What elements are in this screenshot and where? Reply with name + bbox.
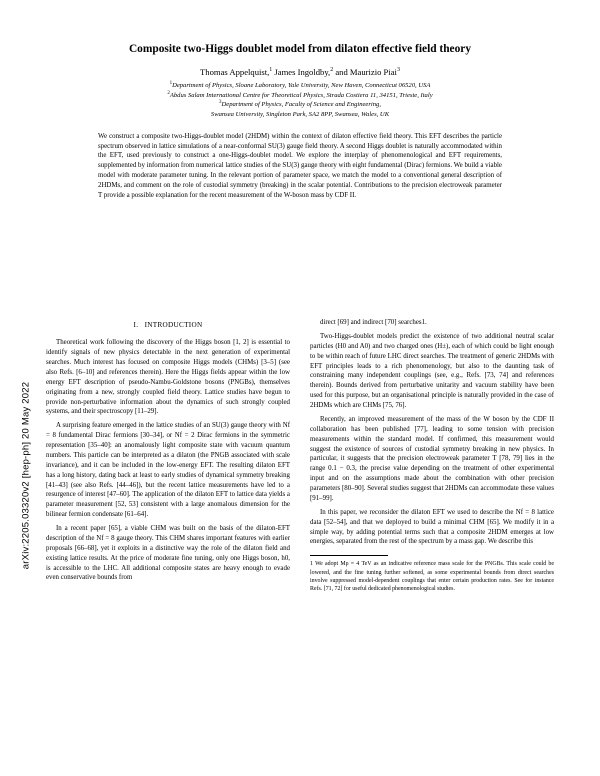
paragraph: direct [69] and indirect [70] searches1.	[320, 319, 427, 326]
section-heading-introduction: I. INTRODUCTION	[133, 321, 203, 329]
affiliation-2: $^2$Abdus Salam International Centre for Theoretical Physics, Strada Costiera 11, 34151, Trieste, Italy	[167, 90, 433, 99]
abstract: We construct a composite two-Higgs-doublet model (2HDM) within the context of dilaton effective field theory. This EFT describes the particle spectrum observed in lattice simulations of a near-conformal SU(3) gauge field theory. A second Higgs doublet is naturally accommodated within the EFT, used previously to construct a one-Higgs-doublet model. We explore the interplay of phenomenological and EFT requirements, supplemented by information from numerical lattice studies of the SU(3) gauge theory with eight fundamental (Dirac) fermions. We build a viable model with moderate parameter tuning. In the relevant portion of parameter space, we match the model to a conventional general description of 2HDMs, and comment on the role of custodial symmetry (breaking) in the scalar potential. Contributions to the precision electroweak parameter T provide a possible explanation for the recent measurement of the W-boson mass by CDF II.	[98, 132, 502, 200]
paragraph: In this paper, we reconsider the dilaton EFT we used to describe the Nf = 8 lattice data [52–54], and that we deployed to build a minimal CHM [65]. We modify it in a simple way, by adding potential terms such that a composite 2HDM emerges at low energies, separated from the rest of the spectrum by a mass gap. We describe this	[310, 508, 554, 546]
paragraph: Recently, an improved measurement of the mass of the W boson by the CDF II collaboration has been published [77], leading to some tension with precision measurements within the standard model. If confirmed, this measurement would suggest the existence of sources of custodial symmetry breaking in new physics. In particular, it suggests that the precision electroweak parameter T [78, 79] lies in the range 0.1 − 0.3, the precise value depending on the treatment of other experimental input and on the assumptions made about the combination with other precision parameters [80–90]. Several studies suggest that 2HDMs can accommodate these values [91–99].	[310, 415, 554, 502]
paragraph: Two-Higgs-doublet models predict the existence of two additional neutral scalar particles (H0 and A0) and two charged ones (H±), each of which could be light enough to be within reach of future LHC direct searches. The treatment of generic 2HDMs with EFT principles leads to a rich phenomenology, but also to the daunting task of constraining many independent couplings (see, e.g., Refs. [73, 74] and references therein). Bounds derived from perturbative unitarity and vacuum stability have been used for this purpose, but an organisational principle is naturally provided in the case of 2HDMs which are CHMs [75, 76].	[310, 332, 554, 409]
paragraph: A surprising feature emerged in the lattice studies of an SU(3) gauge theory with Nf = 8 fundamental Dirac fermions [30–34], or Nf = 2 Dirac fermions in the symmetric representation [35–40]: an anomalously light composite state with vacuum quantum numbers. This particle can be interpreted as a dilaton (the PNGB associated with scale invariance), and it can be included in the low-energy EFT. The resulting dilaton EFT has a long history, dating back at least to early studies of dynamical symmetry breaking [41–43] (see also Refs. [44–46]), but the recent lattice measurements have led to a resurgence of interest [47–60]. The application of the dilaton EFT to lattice data yields a parameter measurement [52, 53] consistent with a large anomalous dimension for the bilinear fermion condensate [61–64].	[46, 422, 290, 519]
column-right	[310, 318, 554, 748]
page-title: Composite two-Higgs doublet model from dilaton effective field theory	[128, 43, 472, 55]
footnote-divider	[310, 555, 388, 556]
column-left	[46, 318, 290, 748]
author-list: Thomas Appelquist,$^1$ James Ingoldby,$^2$ and Maurizio Piai$^3$	[200, 67, 400, 78]
paragraph: Theoretical work following the discovery of the Higgs boson [1, 2] is essential to identify signals of new physics detectable in the next generation of experimental searches. Much interest has focused on composite Higgs models (CHMs) [3–5] (see also Refs. [6–10] and references therein). Here the Higgs fields appear within the low energy EFT description of pseudo-Nambu-Goldstone bosons (PNGBs), themselves originating from a new, strongly coupled field theory. Lattice studies have begun to provide non-perturbative information about the dynamics of such strongly coupled systems, and their spectroscopy [11–29].	[46, 339, 290, 416]
body-columns	[46, 318, 554, 748]
affiliation-3-line2: Swansea University, Singleton Park, SA2 8PP, Swansea, Wales, UK	[210, 111, 390, 119]
paragraph: In a recent paper [65], a viable CHM was built on the basis of the dilaton-EFT description of the Nf = 8 gauge theory. This CHM shares important features with earlier proposals [66–68], yet it exploits in a distinctive way the role of the dilaton field and existing lattice results. At the price of moderate fine tuning, only one Higgs boson, h0, is accessible to the LHC. All additional composite states are heavy enough to evade even conservative bounds from	[46, 525, 290, 582]
affiliation-1: $^1$Department of Physics, Sloane Laboratory, Yale University, New Haven, Connecticut 06520, USA	[169, 81, 431, 90]
paper-header	[46, 42, 554, 201]
affiliation-3: $^3$Department of Physics, Faculty of Science and Engineering,	[219, 100, 381, 109]
arxiv-identifier-stamp: arXiv:2205.03320v2 [hep-ph] 20 May 2022	[20, 381, 32, 570]
footnote-1: 1 We adopt Mρ = 4 TeV as an indicative reference mass scale for the PNGBs. This scale could be lowered, and the fine tuning further softened, as some experimental bounds from direct searches involve suppressed model-dependent couplings that enter certain production rates. See for instance Refs. [71, 72] for useful dedicated phenomenological studies.	[310, 561, 554, 593]
